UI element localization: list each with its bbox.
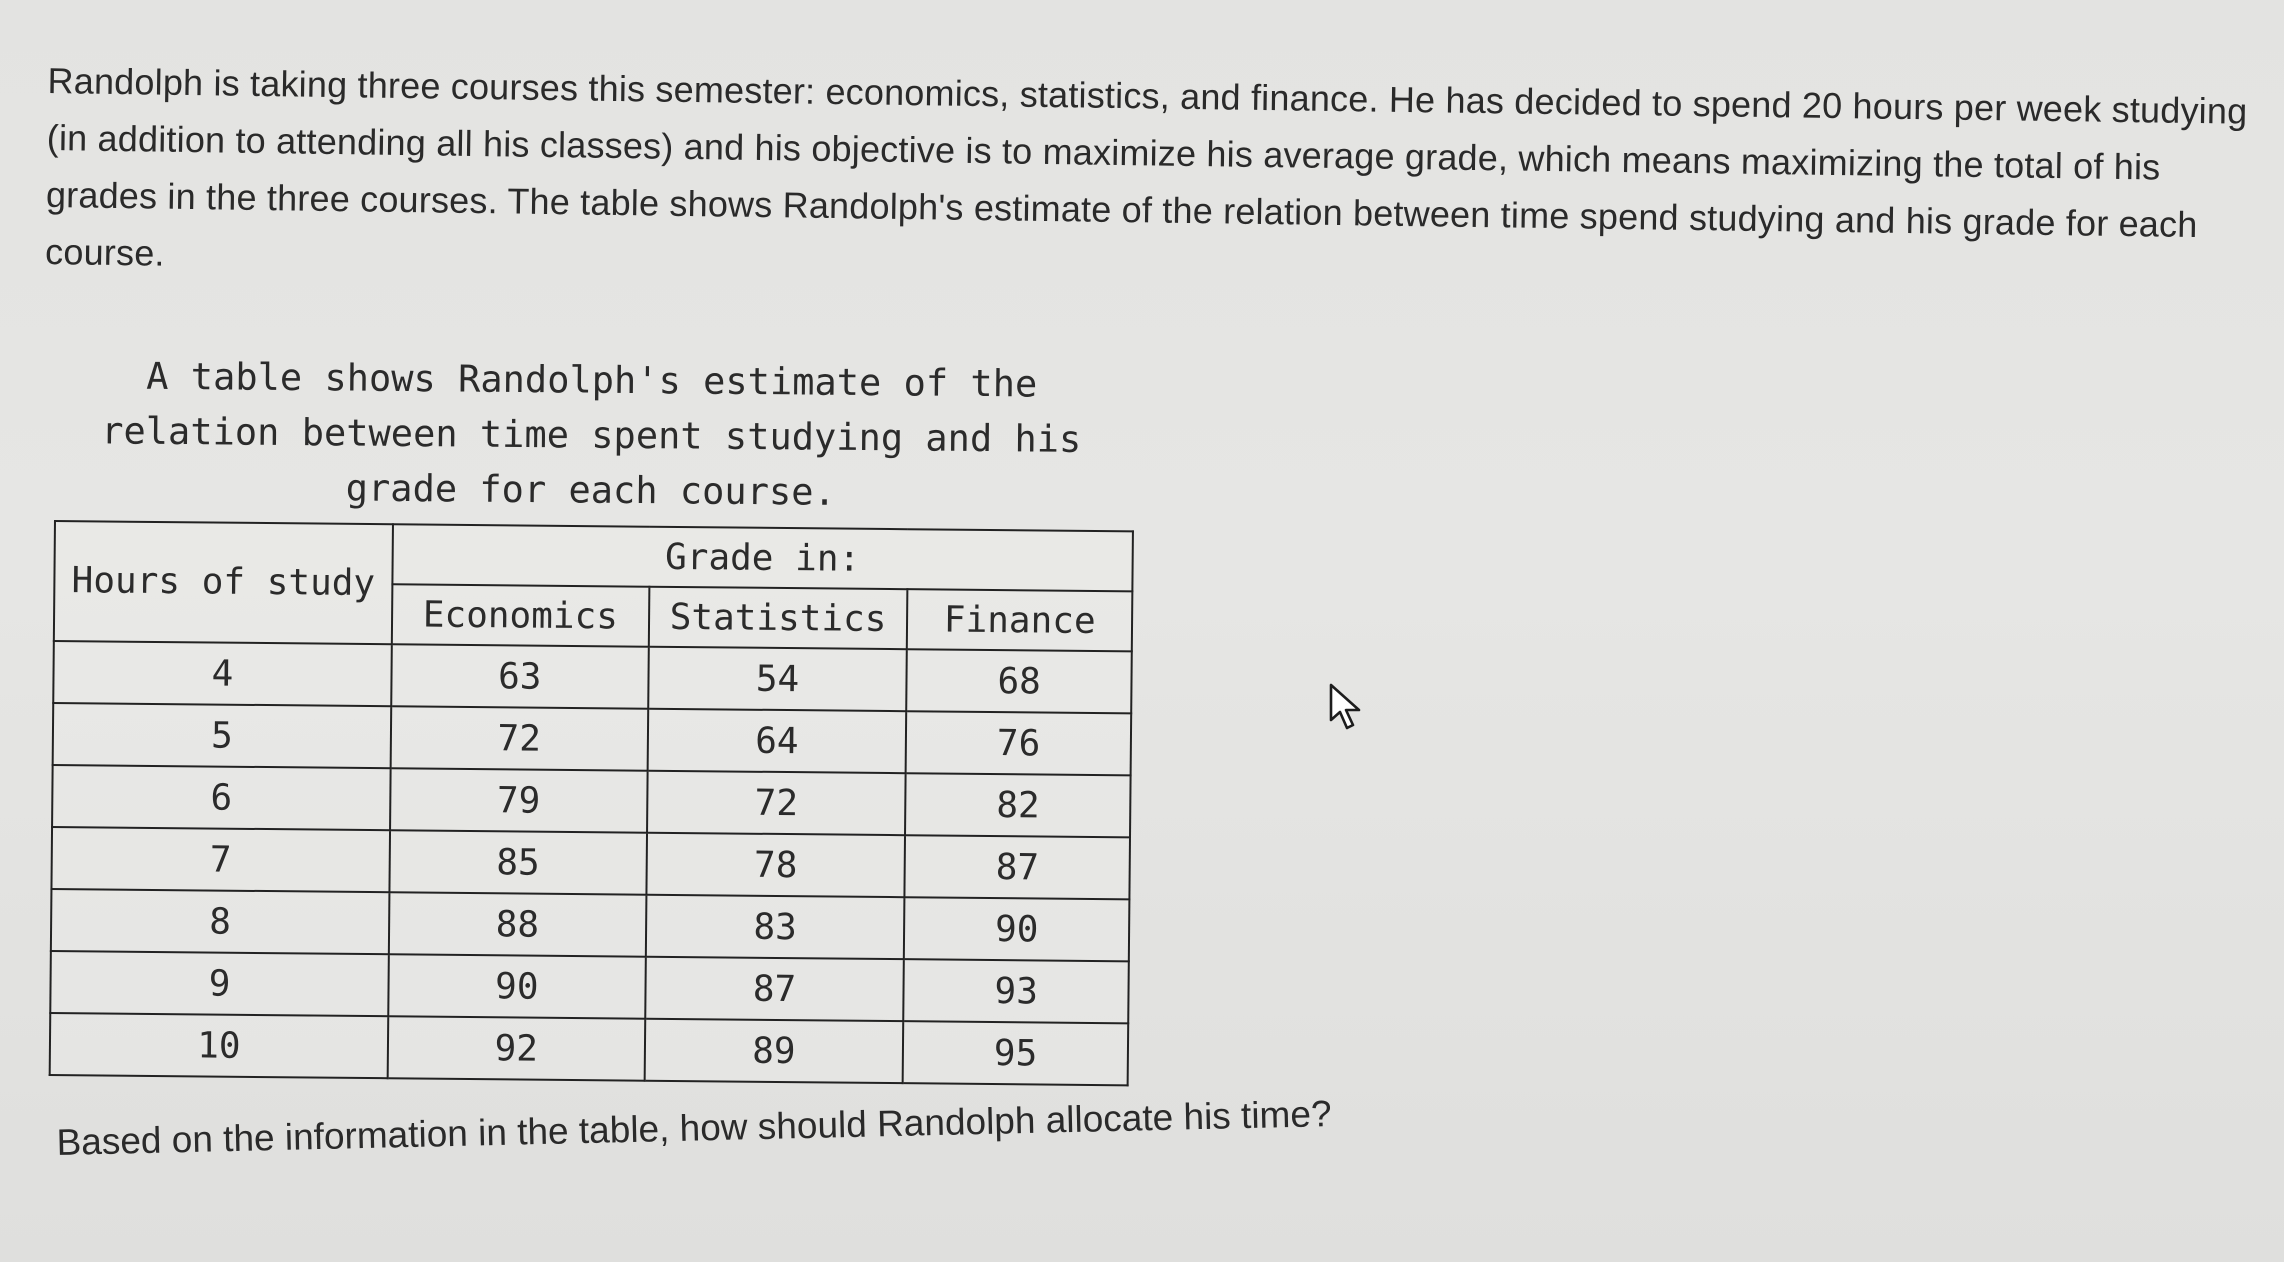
grade-in-header: Grade in: [392, 524, 1133, 591]
finance-grade-cell: 68 [907, 649, 1132, 713]
finance-grade-cell: 93 [904, 959, 1129, 1023]
table-header-row [54, 521, 1133, 591]
economics-grade-cell: 72 [391, 706, 648, 770]
finance-grade-cell: 87 [905, 835, 1130, 899]
hours-cell: 8 [51, 889, 390, 954]
economics-grade-cell: 92 [388, 1016, 645, 1080]
finance-grade-cell: 82 [905, 773, 1130, 837]
finance-grade-cell: 95 [903, 1021, 1128, 1085]
table-caption: A table shows Randolph's estimate of the relation between time spent studying and his grade for each course. [101, 354, 1082, 514]
hours-of-study-header: Hours of study [54, 521, 393, 644]
hours-cell: 5 [53, 703, 392, 768]
economics-grade-cell: 88 [389, 892, 646, 956]
grade-table [49, 520, 1134, 1086]
problem-intro: Randolph is taking three courses this semester: economics, statistics, and finance. He has decided to spend 20 hours per week studying (in addition to attending all his classes) and his objective is to maximize his average grade, which means maximizing the total of his grades in the three courses. The table shows Randolph's estimate of the relation between time spend studying and his grade for each course. [44, 59, 2248, 274]
table-row [53, 641, 1132, 713]
statistics-grade-cell: 83 [645, 895, 904, 959]
table-row [51, 889, 1130, 961]
economics-header: Economics [392, 584, 649, 646]
economics-grade-cell: 79 [390, 768, 647, 832]
hours-cell: 6 [52, 765, 391, 830]
table-row [53, 703, 1132, 775]
question-text: Based on the information in the table, how should Randolph allocate his time? [56, 1093, 1332, 1163]
table-row [51, 827, 1130, 899]
hours-cell: 4 [53, 641, 392, 706]
statistics-header: Statistics [648, 587, 907, 649]
table-row [52, 765, 1131, 837]
hours-cell: 10 [50, 1013, 389, 1078]
finance-grade-cell: 76 [906, 711, 1131, 775]
table-row [50, 951, 1129, 1023]
mouse-pointer-icon [1328, 682, 1364, 732]
economics-grade-cell: 90 [388, 954, 645, 1018]
table-row [50, 1013, 1129, 1085]
statistics-grade-cell: 78 [646, 833, 905, 897]
statistics-grade-cell: 72 [647, 771, 906, 835]
finance-header: Finance [907, 589, 1132, 651]
finance-grade-cell: 90 [904, 897, 1129, 961]
hours-cell: 7 [51, 827, 390, 892]
statistics-grade-cell: 87 [645, 957, 904, 1021]
statistics-grade-cell: 89 [644, 1019, 903, 1083]
economics-grade-cell: 85 [389, 830, 646, 894]
statistics-grade-cell: 54 [648, 647, 907, 711]
hours-cell: 9 [50, 951, 389, 1016]
statistics-grade-cell: 64 [647, 709, 906, 773]
economics-grade-cell: 63 [391, 644, 648, 708]
